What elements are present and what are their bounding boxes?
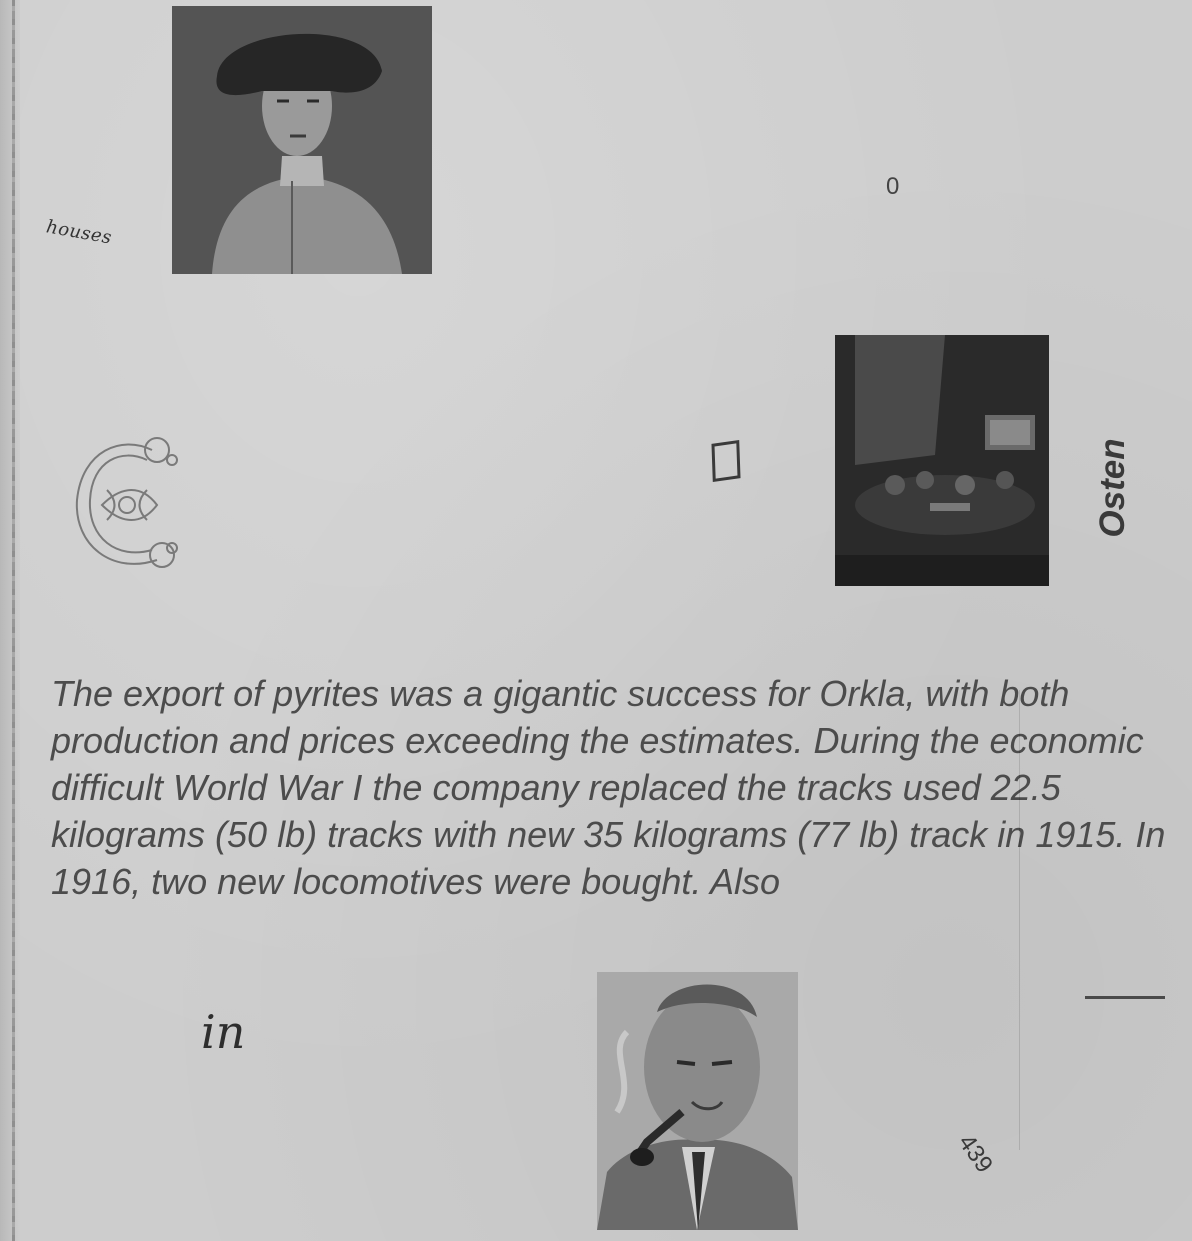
thin-vertical-line (1019, 690, 1020, 1150)
square-mark-icon (711, 440, 740, 482)
word-in-label: in (201, 1005, 246, 1059)
handwritten-word: houses (44, 216, 114, 249)
number-label-top: 0 (886, 173, 900, 200)
tavern-interior-painting (835, 335, 1049, 586)
body-paragraph: The export of pyrites was a gigantic success for Orkla, with both production and prices exceeding the estimates. During the economic difficult World War I the company replaced the tracks used 22.5 kilograms (50 lb) tracks with new 35 kilograms (77 lb) track in 1915. In 1916, two new locomotives were bought. Also (51, 673, 1166, 902)
portrait-man-pipe-painting (597, 972, 798, 1230)
dash-line (1085, 996, 1165, 999)
ornament-letter-c-icon (62, 430, 182, 580)
rotated-number-label: 439 (952, 1129, 998, 1178)
portrait-woman-painting (172, 6, 432, 274)
vertical-word-label: Osten (1093, 438, 1132, 538)
page-left-edge (0, 0, 20, 1241)
